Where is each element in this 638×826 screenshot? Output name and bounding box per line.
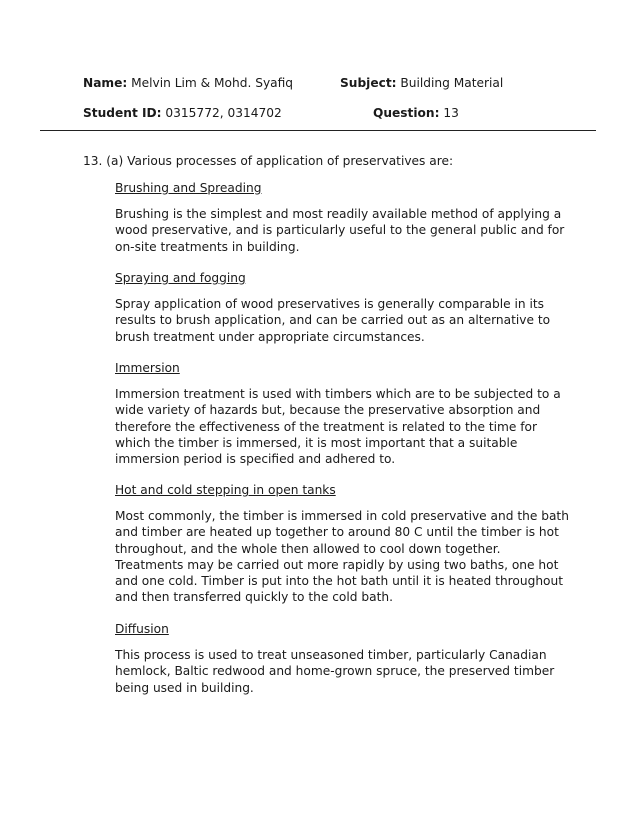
section-spraying <box>115 270 550 345</box>
text-line: brush treatment under appropriate circumstances. <box>115 329 425 344</box>
section-brushing <box>115 180 564 255</box>
section-title: Hot and cold stepping in open tanks <box>115 483 336 497</box>
text-line: Immersion treatment is used with timbers which are to be subjected to a <box>115 387 561 402</box>
name-field <box>83 76 293 90</box>
text-line: Treatments may be carried out more rapidly by using two baths, one hot <box>115 557 559 572</box>
text-line: Spray application of wood preservatives is generally comparable in its <box>115 297 544 312</box>
subject-value: Building Material <box>396 76 504 90</box>
text-line: hemlock, Baltic redwood and home-grown spruce, the preserved timber <box>115 664 555 679</box>
section-body <box>115 508 569 605</box>
name-label: Name: <box>83 76 128 90</box>
text-line: wide variety of hazards but, because the preservative absorption and <box>115 403 541 418</box>
section-title: Brushing and Spreading <box>115 181 262 195</box>
question-label: Question: <box>373 106 440 120</box>
section-title: Diffusion <box>115 622 169 636</box>
section-title: Spraying and fogging <box>115 271 246 285</box>
text-line: and one cold. Timber is put into the hot bath until it is heated throughout <box>115 574 564 589</box>
text-line: throughout, and the whole then allowed to cool down together. <box>115 541 501 556</box>
section-hot-cold-stepping <box>115 482 569 605</box>
section-diffusion <box>115 621 554 696</box>
section-body <box>115 206 564 255</box>
section-body <box>115 647 554 696</box>
section-body <box>115 296 550 345</box>
name-value: Melvin Lim & Mohd. Syafiq <box>127 76 294 90</box>
question-value: 13 <box>439 106 459 120</box>
student-id-label: Student ID: <box>83 106 162 120</box>
text-line: immersion period is specified and adhered to. <box>115 452 396 467</box>
text-line: This process is used to treat unseasoned timber, particularly Canadian <box>115 648 547 663</box>
text-line: being used in building. <box>115 680 254 695</box>
header-divider <box>40 130 596 131</box>
subject-label: Subject: <box>340 76 397 90</box>
text-line: therefore the effectiveness of the treatment is related to the time for <box>115 419 537 434</box>
text-line: and then transferred quickly to the cold bath. <box>115 590 393 605</box>
student-id-field <box>83 106 282 120</box>
question-field <box>373 106 459 120</box>
text-line: Brushing is the simplest and most readily available method of applying a <box>115 207 562 222</box>
student-id-value: 0315772, 0314702 <box>161 106 282 120</box>
section-title: Immersion <box>115 361 180 375</box>
text-line: and timber are heated up together to around 80 C until the timber is hot <box>115 525 559 540</box>
text-line: results to brush application, and can be carried out as an alternative to <box>115 313 551 328</box>
subject-field <box>340 76 503 90</box>
text-line: which the timber is immersed, it is most important that a suitable <box>115 435 518 450</box>
section-immersion <box>115 360 561 467</box>
text-line: on-site treatments in building. <box>115 239 300 254</box>
question-intro: 13. (a) Various processes of application of preservatives are: <box>83 154 454 168</box>
text-line: Most commonly, the timber is immersed in cold preservative and the bath <box>115 509 569 524</box>
section-body <box>115 386 561 467</box>
text-line: wood preservative, and is particularly useful to the general public and for <box>115 223 565 238</box>
